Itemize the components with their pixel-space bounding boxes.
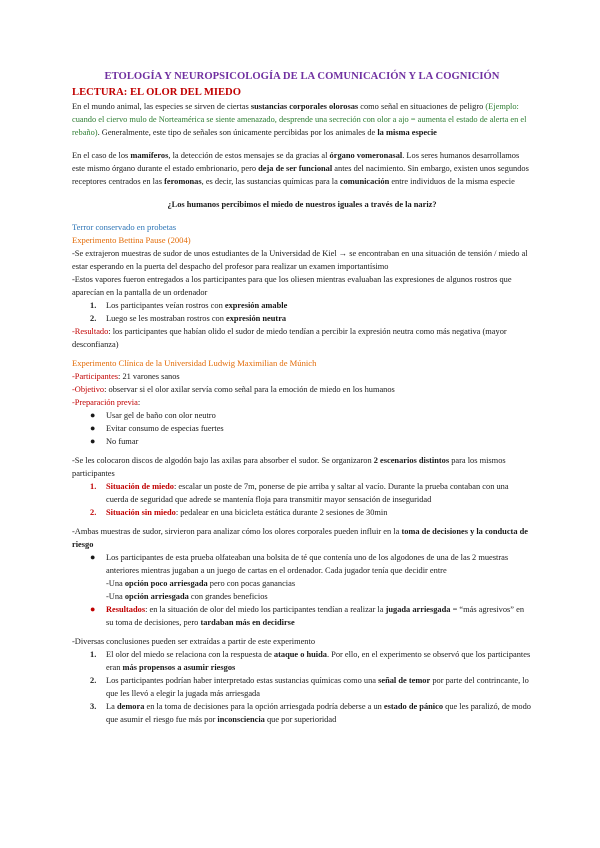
text-bold: demora (116, 702, 145, 711)
scenario-label: Situación sin miedo (106, 508, 176, 517)
list-number: 1. (90, 301, 97, 310)
text-bold: feromonas (164, 177, 202, 186)
list-item (72, 422, 532, 435)
section-heading: Terror conservado en probetas (72, 222, 177, 232)
list-item (72, 506, 532, 519)
bullet-icon: ● (90, 410, 96, 420)
list-item (72, 551, 532, 603)
text-bold: inconsciencia (217, 715, 265, 724)
field-label: -Participantes (72, 372, 119, 381)
text-run: en la toma de decisiones para la opción arriesgada podría deberse a un (144, 702, 384, 711)
conclusions-paragraph: -Diversas conclusiones pueden ser extraídas a partir de este experimento (72, 637, 316, 646)
text-run: : escalar un poste de 7m, ponerse de pie arriba y saltar al vacío. Durante la prueba contaban con una cuerda de seguridad que adrede se mantenía floja para transmitir mayor sensación de inseguridad (106, 482, 509, 504)
list-number: 2. (90, 508, 97, 517)
text-run: : (137, 398, 141, 407)
text-run: -Una (106, 592, 125, 601)
text-bold: expresión amable (224, 301, 288, 310)
scenario-label: Situación de miedo (106, 482, 174, 491)
list-item (72, 480, 532, 506)
text-run: entre individuos de la misma especie (389, 177, 515, 186)
text-run: como señal en situaciones de peligro (358, 102, 486, 111)
text-run: Los participantes de esta prueba olfateaban una bolsita de té que contenía uno de los algodones de una de las 2 muestras anteriores mientras jugaban a un juego de cartas en el ordenador. Cada jugador tenía que decidir entre (106, 553, 509, 575)
bullet-icon: ● (90, 604, 96, 614)
list-item (72, 603, 532, 629)
text-bold: ataque o huida (273, 650, 327, 659)
bullet-list (72, 551, 532, 629)
text-run: antes del nacimiento. Sin embargo, existen unos segundos receptores centrados en las (72, 164, 529, 186)
text-bold: órgano vomeronasal (329, 151, 403, 160)
central-question: ¿Los humanos percibimos el miedo de nuestros iguales a través de la nariz? (167, 200, 437, 209)
list-item (72, 700, 532, 726)
intro-paragraph-1 (72, 100, 532, 139)
result-label: -Resultado (72, 327, 109, 336)
text-run: . Generalmente, este tipo de señales son únicamente percibidas por los animales de (97, 128, 378, 137)
preparation-line (72, 396, 532, 409)
list-item (72, 312, 532, 325)
text-run: Usar gel de baño con olor neutro (106, 411, 216, 420)
text-run: En el mundo animal, las especies se sirven de ciertas (72, 102, 251, 111)
text-run: : los participantes que habían olido el sudor de miedo tendían a percibir la expresión neutra como más negativa (mayor desconfianza) (72, 327, 507, 349)
text-bold: mamíferos (130, 151, 169, 160)
text-bold: estado de pánico (383, 702, 444, 711)
text-run: por parte del contrincante, lo que les llevó a elegir la jugada más arriesgada (106, 676, 529, 698)
example-text: (Ejemplo: cuando el ciervo mulo de Norteamérica se siente amenazado, desprende una secreción con olor a ajo = aumenta el estado de alerta en el rebaño) (72, 102, 527, 137)
text-run: Los participantes podrían haber interpretado estas sustancias químicas como una (106, 676, 379, 685)
text-run: Luego se les mostraban rostros con (106, 314, 227, 323)
bullet-icon: ● (90, 552, 96, 562)
bullet-icon: ● (90, 436, 96, 446)
text-run: La (106, 702, 117, 711)
text-bold: señal de temor (378, 676, 431, 685)
text-bold: opción poco arriesgada (124, 579, 208, 588)
reading-subtitle: LECTURA: EL OLOR DEL MIEDO (72, 87, 241, 98)
text-run: : 21 varones sanos (118, 372, 180, 381)
text-bold: jugada arriesgada (385, 605, 451, 614)
text-run: que por superioridad (264, 715, 337, 724)
text-bold: expresión neutra (226, 314, 287, 323)
text-bold: tardaban más en decidirse (200, 618, 295, 627)
intro-paragraph-2 (72, 149, 532, 188)
result-paragraph (72, 325, 532, 351)
list-item (72, 409, 532, 422)
objective-line (72, 383, 532, 396)
analysis-paragraph (72, 525, 532, 551)
text-run: , es decir, las sustancias químicas para la (201, 177, 340, 186)
result-label: Resultados (106, 605, 146, 614)
experiment-paragraph: -Estos vapores fueron entregados a los participantes para que los oliesen mientras evaluaban las expresiones de algunos rostros que aparecían en la pantalla de un ordenador (72, 275, 512, 297)
text-bold: 2 escenarios distintos (373, 456, 450, 465)
text-run: . Por ello, en el experimento se observó que los participantes eran (106, 650, 531, 672)
bullet-list (72, 409, 532, 448)
text-run: : pedalear en una bicicleta estática durante 2 sesiones de 30min (175, 508, 388, 517)
document-content (72, 70, 532, 726)
text-bold: toma de decisiones y la conducta de riesgo (72, 527, 529, 549)
field-label: -Preparación previa (72, 398, 138, 407)
text-run: No fumar (106, 437, 139, 446)
text-run: -Ambas muestras de sudor, sirvieron para analizar cómo los olores corporales pueden influir en la (72, 527, 402, 536)
text-bold: la misma especie (377, 128, 437, 137)
text-run: pero con pocas ganancias (207, 579, 296, 588)
text-run: : en la situación de olor del miedo los participantes tendían a realizar la (145, 605, 386, 614)
experiment-heading: Experimento Clínica de la Universidad Ludwig Maximilian de Múnich (72, 358, 317, 368)
text-run: -Se les colocaron discos de algodón bajo las axilas para absorber el sudor. Se organizaron (72, 456, 374, 465)
scenarios-paragraph (72, 454, 532, 480)
text-run: que les paralizó, de modo que asumir el riesgo fue más por (106, 702, 531, 724)
list-number: 2. (90, 676, 97, 685)
experiment-paragraph: -Se extrajeron muestras de sudor de unos estudiantes de la Universidad de Kiel → se encontraban en una situación de tensión / miedo al estar esperando en la puerta del despacho del profesor para realizar un examen importantísimo (72, 249, 528, 271)
text-bold: deja de ser funcional (258, 164, 333, 173)
option-line (106, 590, 532, 603)
numbered-list (72, 299, 532, 325)
text-run: con grandes beneficios (188, 592, 268, 601)
list-item (72, 435, 532, 448)
text-run: para los mismos participantes (72, 456, 506, 478)
list-number: 1. (90, 650, 97, 659)
list-number: 1. (90, 482, 97, 491)
text-bold: opción arriesgada (124, 592, 189, 601)
text-run: Evitar consumo de especias fuertes (106, 424, 224, 433)
field-label: -Objetivo (72, 385, 105, 394)
text-bold: sustancias corporales olorosas (250, 102, 359, 111)
numbered-list (72, 648, 532, 726)
text-run: El olor del miedo se relaciona con la respuesta de (106, 650, 274, 659)
list-item (72, 299, 532, 312)
text-bold: comunicación (339, 177, 390, 186)
text-run: . Los seres humanos desarrollamos este mismo órgano durante el estado embrionario, pero (72, 151, 520, 173)
text-run: Los participantes veían rostros con (106, 301, 225, 310)
text-run: : observar si el olor axilar servía como señal para la emoción de miedo en los humanos (104, 385, 395, 394)
numbered-list (72, 480, 532, 519)
option-line (106, 577, 532, 590)
participants-line (72, 370, 532, 383)
text-run: En el caso de los (72, 151, 131, 160)
list-number: 2. (90, 314, 97, 323)
text-run: = “más agresivos” en su toma de decisiones, pero (106, 605, 525, 627)
list-item (72, 674, 532, 700)
experiment-heading: Experimento Bettina Pause (2004) (72, 235, 191, 245)
text-run: -Una (106, 579, 125, 588)
text-bold: más propensos a asumir riesgos (122, 663, 236, 672)
document-title: ETOLOGÍA Y NEUROPSICOLOGÍA DE LA COMUNICACIÓN Y LA COGNICIÓN (104, 71, 500, 82)
list-item (72, 648, 532, 674)
text-run: , la detección de estos mensajes se da gracias al (168, 151, 330, 160)
bullet-icon: ● (90, 423, 96, 433)
list-number: 3. (90, 702, 97, 711)
